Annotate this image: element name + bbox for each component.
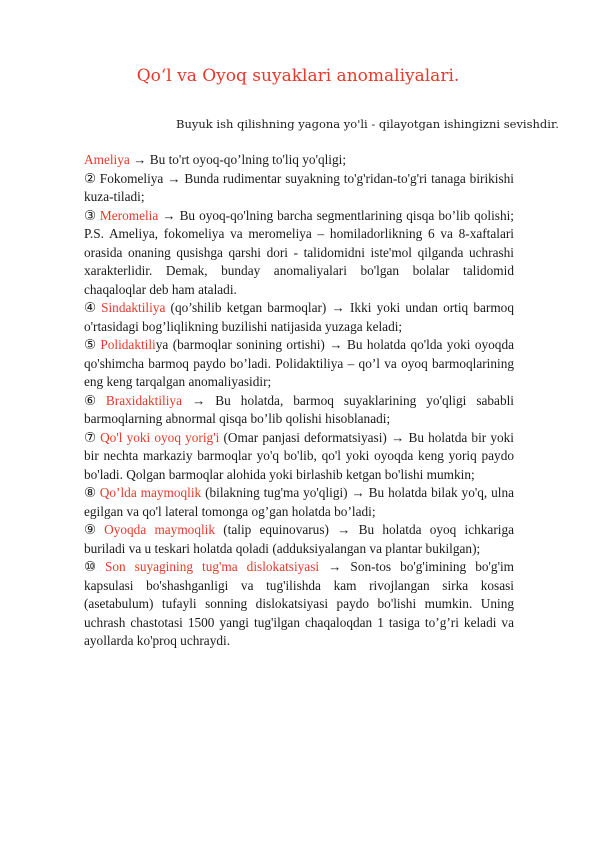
item-text: Fokomeliya → Bunda rudimentar suyakning to'g'ridan-to'g'ri tanaga birikishi kuza-tiladi; xyxy=(84,170,514,204)
item-number: ⑥ xyxy=(84,392,96,408)
list-item-polidaktiliya xyxy=(84,336,514,392)
term-yoriq: Qo'l yoki oyoq yorig'i xyxy=(95,429,220,445)
item-text: → Bu holatda, barmoq suyaklarining yo'qligi sababli barmoqlarning abnormal qisqa bo’lib qolishi hisoblanadi; xyxy=(84,392,514,426)
anomaly-list xyxy=(84,151,514,651)
term-sindaktiliya: Sindaktiliya xyxy=(95,300,166,315)
item-number: ⑨ xyxy=(84,522,96,537)
item-text: → Son-tos bo'g'imining bo'g'im kapsulasi bo'shashganligi va tug'ilishda kam rivojlangan sirka kosasi (asetabulum) tufayli sonning dislokatsiyasi paydo bo'lishi mumkin. Uning uchrash chastotasi 1500 yangi tug'ilgan chaqaloqdan 1 tasiga to’g’ri keladi va ayollarda ko'proq uchraydi. xyxy=(84,559,514,648)
list-item-son-dislokatsiya xyxy=(84,558,514,651)
item-text: (Omar panjasi deformatsiyasi) → Bu holatda bir yoki bir nechta markaziy barmoqlar yo'q bo'lib, qo'l yoki oyoqda keng yoriq paydo bo'ladi. Qolgan barmoqlar alohida yoki birlashib ketgan bo'lishi mumkin; xyxy=(84,429,514,482)
item-text: (qo’shilib ketgan barmoqlar) → Ikki yoki undan ortiq barmoq o'rtasidagi bog’liqlikning buzilishi natijasida yuzaga keladi; xyxy=(84,300,514,334)
term-oyoq-maymoqlik: Oyoqda maymoqlik xyxy=(95,522,216,537)
item-text: → Bu to'rt oyoq-qo’lning to'liq yo'qligi; xyxy=(129,152,347,167)
item-text: (bilakning tug'ma yo'qligi) → Bu holatda bilak yo'q, ulna egilgan va qo'l lateral tomonga og’gan holatda bo’ladi; xyxy=(84,485,514,519)
list-item-qol-maymoqlik xyxy=(84,484,514,521)
term-meromelia: Meromelia xyxy=(95,207,159,223)
list-item-yoriq xyxy=(84,429,514,485)
item-number: ③ xyxy=(84,207,96,223)
term-polidaktiliya-suffix: ya xyxy=(155,337,169,352)
item-text: (barmoqlar sonining ortishi) → Bu holatda qo'lda yoki oyoqda qo'shimcha barmoq paydo bo’ladi. Polidaktiliya – qo’l va oyoq barmoqlarining eng keng tarqalgan anomaliyasidir; xyxy=(84,337,514,389)
item-number: ④ xyxy=(84,300,96,315)
list-item-fokomeliya xyxy=(84,170,514,207)
list-item-braxidaktiliya xyxy=(84,392,514,429)
page-title: Qoʻl va Oyoq suyaklari anomaliyalari. xyxy=(136,66,460,86)
item-number: ⑧ xyxy=(84,485,96,500)
item-text: (talip equinovarus) → Bu holatda oyoq ichkariga buriladi va u teskari holatda qoladi (adduksiyalangan va plantar bukilgan); xyxy=(84,522,514,556)
list-item-ameliya xyxy=(84,151,514,170)
item-number: ② xyxy=(84,170,96,186)
term-son-dislokatsiya: Son suyagining tug'ma dislokatsiyasi xyxy=(95,559,320,574)
item-number: ⑦ xyxy=(84,429,96,445)
term-ameliya: Ameliya xyxy=(84,152,130,167)
epigraph: Buyuk ish qilishning yagona yo'li - qilayotgan ishingizni sevishdir. xyxy=(176,117,559,131)
item-text: → Bu oyoq-qo'lning barcha segmentlarining qisqa bo’lib qolishi; P.S. Ameliya, fokomeliya va meromeliya – homiladorlikning 6 va 8-xaftalari orasida onaning qusishga qarshi dori - talidomidni iste'mol qilganda uchrashi xarakterlidir. Demak, bunday anomaliyalari bo'lgan bolalar talidomid chaqaloqlar deb ham ataladi. xyxy=(84,207,514,297)
list-item-meromelia xyxy=(84,207,514,300)
item-number: ⑤ xyxy=(84,337,96,352)
list-item-sindaktiliya xyxy=(84,299,514,336)
term-braxidaktiliya: Braxidaktiliya xyxy=(95,392,182,408)
item-number: ⑩ xyxy=(84,559,96,574)
term-qol-maymoqlik: Qo’lda maymoqlik xyxy=(95,485,202,500)
term-polidaktiliya: Polidaktili xyxy=(95,337,156,352)
list-item-oyoq-maymoqlik xyxy=(84,521,514,558)
